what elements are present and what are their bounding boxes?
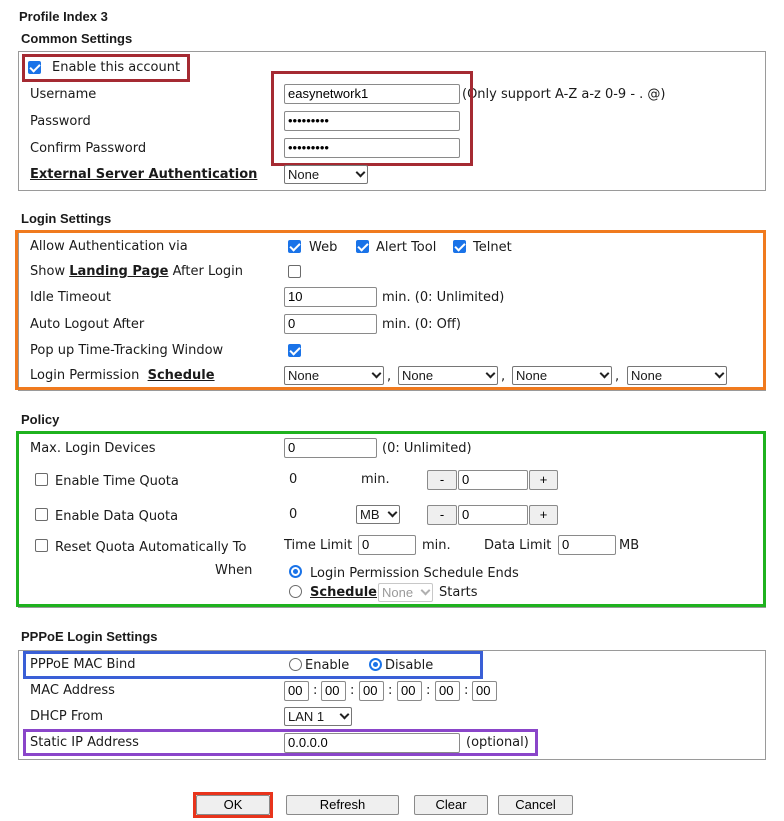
- mac-bind-disable-radio[interactable]: [369, 658, 382, 671]
- login-settings-heading: Login Settings: [21, 211, 112, 226]
- comma-separator: ,: [615, 369, 620, 384]
- starts-label: Starts: [439, 585, 478, 600]
- time-quota-minus-button[interactable]: -: [427, 470, 457, 490]
- web-checkbox[interactable]: [288, 240, 301, 253]
- data-limit-input[interactable]: 0: [558, 535, 616, 555]
- allow-auth-label: Allow Authentication via: [30, 239, 188, 254]
- time-quota-value: 0: [289, 472, 298, 487]
- password-label: Password: [30, 114, 91, 129]
- external-auth-select[interactable]: [284, 165, 368, 184]
- chevron-down-icon: [356, 168, 366, 178]
- show-landing-label: [30, 264, 243, 279]
- mac-octet-5[interactable]: 00: [435, 681, 460, 701]
- schedule-select-2[interactable]: [398, 366, 498, 385]
- profile-title: Profile Index 3: [19, 9, 108, 24]
- time-limit-input[interactable]: 0: [358, 535, 416, 555]
- static-ip-input[interactable]: 0.0.0.0: [284, 733, 460, 753]
- password-input[interactable]: •••••••••: [284, 111, 460, 131]
- show-prefix: Show: [30, 264, 66, 279]
- ok-button[interactable]: OK: [196, 795, 270, 815]
- mac-colon: :: [313, 683, 318, 698]
- popup-checkbox[interactable]: [288, 344, 301, 357]
- data-quota-plus-button[interactable]: +: [529, 505, 558, 525]
- schedule-link[interactable]: Schedule: [147, 368, 215, 383]
- data-quota-checkbox[interactable]: [35, 508, 48, 521]
- chevron-down-icon: [486, 369, 496, 379]
- enable-account-label: Enable this account: [52, 60, 181, 75]
- chevron-down-icon: [421, 586, 431, 596]
- external-auth-link[interactable]: External Server Authentication: [30, 167, 258, 182]
- dhcp-from-select[interactable]: [284, 707, 352, 726]
- comma-separator: ,: [387, 369, 392, 384]
- enable-account-checkbox[interactable]: [28, 61, 41, 74]
- data-limit-unit: MB: [619, 538, 640, 553]
- max-devices-note: (0: Unlimited): [382, 441, 472, 456]
- reset-on-schedule-end-label: Login Permission Schedule Ends: [310, 566, 519, 581]
- time-limit-unit: min.: [422, 538, 451, 553]
- schedule-value-3: None: [516, 368, 548, 383]
- static-ip-note: (optional): [466, 735, 529, 750]
- web-label: Web: [309, 240, 338, 255]
- alert-tool-label: Alert Tool: [376, 240, 437, 255]
- chevron-down-icon: [600, 369, 610, 379]
- data-quota-input[interactable]: 0: [458, 505, 528, 525]
- login-permission-text: Login Permission: [30, 368, 140, 383]
- time-quota-plus-button[interactable]: +: [529, 470, 558, 490]
- idle-timeout-label: Idle Timeout: [30, 290, 111, 305]
- max-devices-input[interactable]: 0: [284, 438, 377, 458]
- time-limit-label: Time Limit: [284, 538, 353, 553]
- time-quota-unit: min.: [361, 472, 390, 487]
- idle-timeout-input[interactable]: 10: [284, 287, 377, 307]
- external-auth-value: None: [288, 167, 320, 182]
- mac-bind-label: PPPoE MAC Bind: [30, 657, 136, 672]
- mac-bind-enable-radio[interactable]: [289, 658, 302, 671]
- auto-logout-input[interactable]: 0: [284, 314, 377, 334]
- policy-schedule-select[interactable]: [378, 583, 433, 602]
- data-quota-unit-value: MB: [360, 507, 380, 522]
- telnet-label: Telnet: [473, 240, 512, 255]
- username-note: (Only support A-Z a-z 0-9 - . @): [462, 87, 666, 102]
- chevron-down-icon: [340, 710, 350, 720]
- mac-colon: :: [388, 683, 393, 698]
- mac-colon: :: [426, 683, 431, 698]
- policy-schedule-value: None: [382, 585, 414, 600]
- mac-octet-6[interactable]: 00: [472, 681, 497, 701]
- mac-colon: :: [464, 683, 469, 698]
- chevron-down-icon: [372, 369, 382, 379]
- reset-quota-checkbox[interactable]: [35, 539, 48, 552]
- auto-logout-label: Auto Logout After: [30, 317, 145, 332]
- mac-address-label: MAC Address: [30, 683, 115, 698]
- time-quota-label: Enable Time Quota: [55, 474, 179, 489]
- time-quota-input[interactable]: 0: [458, 470, 528, 490]
- data-quota-value: 0: [289, 507, 298, 522]
- dhcp-from-label: DHCP From: [30, 709, 104, 724]
- popup-label: Pop up Time-Tracking Window: [30, 343, 224, 358]
- max-devices-label: Max. Login Devices: [30, 441, 156, 456]
- schedule-select-1[interactable]: [284, 366, 384, 385]
- login-permission-label: [30, 368, 215, 383]
- dhcp-from-value: LAN 1: [288, 709, 325, 724]
- schedule-select-4[interactable]: [627, 366, 727, 385]
- chevron-down-icon: [388, 508, 398, 518]
- policy-schedule-link[interactable]: Schedule: [310, 585, 377, 600]
- comma-separator: ,: [501, 369, 506, 384]
- chevron-down-icon: [715, 369, 725, 379]
- telnet-checkbox[interactable]: [453, 240, 466, 253]
- pppoe-heading: PPPoE Login Settings: [21, 629, 158, 644]
- data-quota-minus-button[interactable]: -: [427, 505, 457, 525]
- idle-timeout-note: min. (0: Unlimited): [382, 290, 505, 305]
- time-quota-checkbox[interactable]: [35, 473, 48, 486]
- data-quota-label: Enable Data Quota: [55, 509, 179, 524]
- schedule-select-3[interactable]: [512, 366, 612, 385]
- schedule-value-1: None: [288, 368, 320, 383]
- mac-octet-2[interactable]: 00: [321, 681, 346, 701]
- schedule-value-2: None: [402, 368, 434, 383]
- landing-page-link[interactable]: Landing Page: [69, 264, 169, 279]
- schedule-value-4: None: [631, 368, 663, 383]
- when-label: When: [215, 563, 253, 578]
- mac-octet-4[interactable]: 00: [397, 681, 422, 701]
- common-settings-heading: Common Settings: [21, 31, 133, 46]
- auto-logout-note: min. (0: Off): [382, 317, 461, 332]
- refresh-button[interactable]: Refresh: [286, 795, 399, 815]
- policy-heading: Policy: [21, 412, 60, 427]
- data-quota-unit-select[interactable]: [356, 505, 400, 524]
- cancel-button[interactable]: Cancel: [498, 795, 573, 815]
- reset-on-schedule-start-radio[interactable]: [289, 585, 302, 598]
- username-label: Username: [30, 87, 97, 102]
- mac-octet-3[interactable]: 00: [359, 681, 384, 701]
- static-ip-label: Static IP Address: [30, 735, 139, 750]
- landing-page-checkbox[interactable]: [288, 265, 301, 278]
- mac-octet-1[interactable]: 00: [284, 681, 309, 701]
- confirm-password-input[interactable]: •••••••••: [284, 138, 460, 158]
- mac-bind-disable-label: Disable: [385, 658, 434, 673]
- confirm-password-label: Confirm Password: [30, 141, 147, 156]
- reset-quota-label: Reset Quota Automatically To: [55, 540, 247, 555]
- show-suffix: After Login: [172, 264, 244, 279]
- data-limit-label: Data Limit: [484, 538, 552, 553]
- mac-colon: :: [350, 683, 355, 698]
- username-input[interactable]: easynetwork1: [284, 84, 460, 104]
- mac-bind-enable-label: Enable: [305, 658, 350, 673]
- reset-on-schedule-end-radio[interactable]: [289, 565, 302, 578]
- clear-button[interactable]: Clear: [414, 795, 488, 815]
- alert-tool-checkbox[interactable]: [356, 240, 369, 253]
